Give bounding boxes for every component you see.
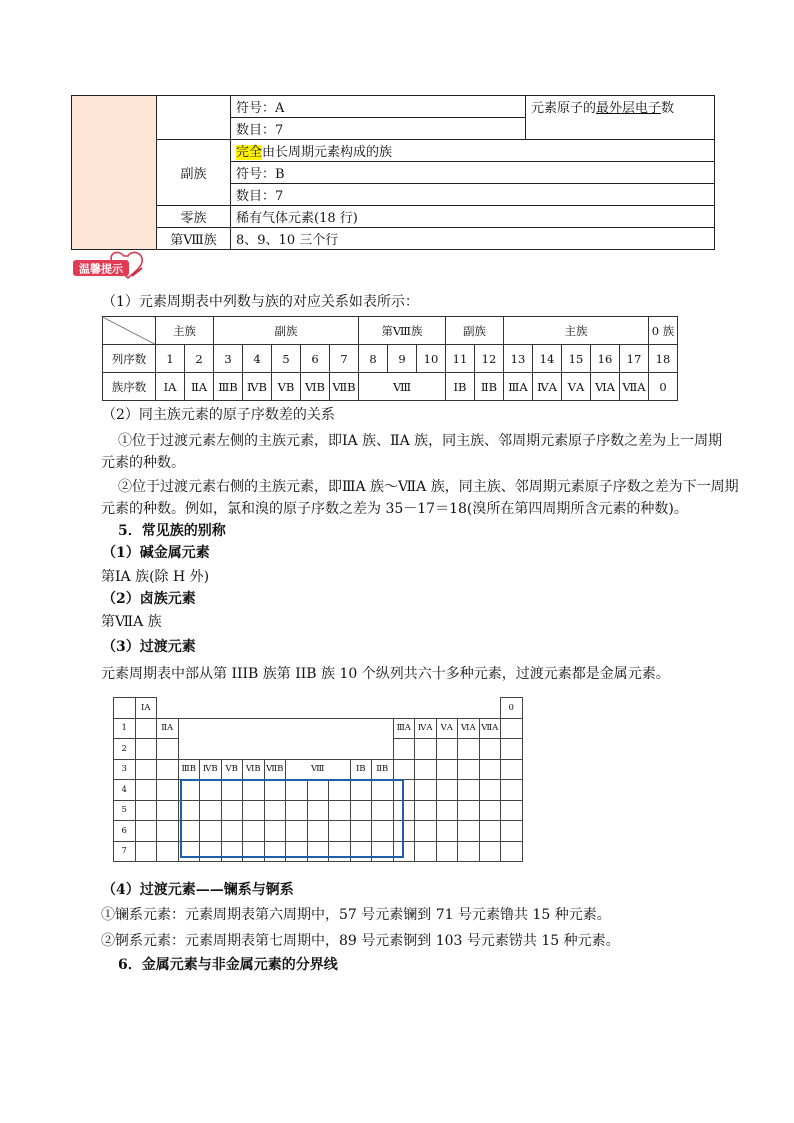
pt-element-cell — [157, 800, 179, 821]
pt-viib: ⅦB — [264, 759, 286, 780]
subgroup-symbol-cell: 符号：B — [231, 162, 715, 184]
pt-element-cell — [436, 780, 458, 801]
transition-block-outline — [180, 779, 404, 858]
groups-summary-table — [71, 95, 715, 250]
pt-element-cell — [436, 821, 458, 842]
diagonal-header-cell — [103, 317, 156, 345]
pt-corner — [114, 698, 136, 719]
pt-element-cell — [135, 780, 157, 801]
para1-line1: ①位于过渡元素左侧的主族元素，即ⅠA 族、ⅡA 族，同主族、邻周期元素原子序数之差为上一周期 — [118, 433, 723, 449]
col-num-cell: 5 — [272, 345, 301, 373]
col-num-cell: 9 — [388, 345, 417, 373]
para2-line2: 元素的种数。例如，氯和溴的原子序数之差为 35－17＝18(溴所在第四周期所含元素的种数)。 — [101, 501, 688, 517]
col-num-cell: 4 — [243, 345, 272, 373]
pt-element-cell — [135, 800, 157, 821]
pt-iia: ⅡA — [157, 718, 179, 739]
col-num-cell: 1 — [156, 345, 185, 373]
col-num-cell: 8 — [359, 345, 388, 373]
pt-period-1: 1 — [114, 718, 136, 739]
pt-element-cell — [479, 841, 501, 862]
pt-via: ⅥA — [458, 718, 480, 739]
pt-vb: ⅤB — [221, 759, 243, 780]
column-group-table — [102, 316, 678, 401]
main-count-cell: 数目：7 — [231, 118, 526, 140]
col-num-cell: 12 — [475, 345, 504, 373]
hdr-zero: 0 族 — [649, 317, 678, 345]
pt-period-6: 6 — [114, 821, 136, 842]
pt-element-cell — [479, 821, 501, 842]
pt-period-3: 3 — [114, 759, 136, 780]
badge-text: 温馨提示 — [79, 262, 123, 276]
outer-electron-cell: 元素原子的最外层电子数 — [526, 96, 715, 140]
group-cell: ⅣA — [533, 373, 562, 401]
pt-element-cell — [157, 821, 179, 842]
pt-element-cell — [415, 800, 437, 821]
pt-period-4: 4 — [114, 780, 136, 801]
pt-ia: ⅠA — [135, 698, 157, 719]
col-num-cell: 15 — [562, 345, 591, 373]
hdr-main-right: 主族 — [504, 317, 649, 345]
pt-iva: ⅣA — [415, 718, 437, 739]
blank-shaded-cell — [72, 96, 157, 250]
pt-element-cell — [501, 821, 523, 842]
pt-element-cell — [458, 800, 480, 821]
pt-element-cell — [415, 780, 437, 801]
s5-2-heading: （2）卤族元素 — [102, 591, 196, 607]
pt-ivb: ⅣB — [200, 759, 222, 780]
note-2: （2）同主族元素的原子序数差的关系 — [102, 407, 335, 423]
col-num-cell: 10 — [417, 345, 446, 373]
subgroup-cat-cell: 副族 — [157, 140, 231, 206]
pt-element-cell — [415, 841, 437, 862]
col-num-cell: 11 — [446, 345, 475, 373]
col-num-cell: 18 — [649, 345, 678, 373]
group-cell: ⅢB — [214, 373, 243, 401]
s5-1-text: 第ⅠA 族(除 H 外) — [101, 569, 210, 585]
pt-element-cell — [501, 780, 523, 801]
group-cell: ⅤA — [562, 373, 591, 401]
note-1: （1）元素周期表中列数与族的对应关系如表所示： — [102, 294, 419, 310]
pt-element-cell — [436, 800, 458, 821]
pt-element-cell — [135, 841, 157, 862]
s5-1-heading: （1）碱金属元素 — [102, 545, 210, 561]
pt-period-5: 5 — [114, 800, 136, 821]
group-viii-cell: Ⅷ — [359, 373, 446, 401]
col-num-cell: 7 — [330, 345, 359, 373]
zero-group-cat-cell: 零族 — [157, 206, 231, 228]
section-6-heading: 6．金属元素与非金属元素的分界线 — [118, 957, 338, 973]
pt-iiia: ⅢA — [393, 718, 415, 739]
s5-2-text: 第ⅦA 族 — [101, 614, 162, 630]
pt-ib: ⅠB — [350, 759, 372, 780]
zero-group-text-cell: 稀有气体元素(18 行) — [231, 206, 715, 228]
subgroup-desc-cell: 完全由长周期元素构成的族 — [231, 140, 715, 162]
group-viii-text-cell: 8、9、10 三个行 — [231, 228, 715, 250]
group-cell: ⅢA — [504, 373, 533, 401]
pt-element-cell — [157, 841, 179, 862]
pt-element-cell — [436, 841, 458, 862]
pt-element-cell — [458, 821, 480, 842]
main-symbol-cell: 符号：A — [231, 96, 526, 118]
group-cell: ⅣB — [243, 373, 272, 401]
pt-element-cell — [501, 841, 523, 862]
main-group-cat-cell — [157, 96, 231, 140]
pt-period-2: 2 — [114, 739, 136, 760]
hdr-viii: 第Ⅷ族 — [359, 317, 446, 345]
group-cell: ⅥB — [301, 373, 330, 401]
col-num-cell: 16 — [591, 345, 620, 373]
pt-viia: ⅦA — [479, 718, 501, 739]
s5-4-actinides: ②锕系元素：元素周期表第七周期中，89 号元素锕到 103 号元素铹共 15 种元素。 — [101, 933, 620, 949]
pt-iib: ⅡB — [372, 759, 394, 780]
group-cell: ⅤB — [272, 373, 301, 401]
subgroup-count-cell: 数目：7 — [231, 184, 715, 206]
row-label-grp: 族序数 — [103, 373, 156, 401]
pt-viii: Ⅷ — [286, 759, 351, 780]
col-num-cell: 2 — [185, 345, 214, 373]
group-viii-cat-cell: 第Ⅷ族 — [157, 228, 231, 250]
pt-element-cell — [458, 780, 480, 801]
pt-period-7: 7 — [114, 841, 136, 862]
col-num-cell: 3 — [214, 345, 243, 373]
col-num-cell: 13 — [504, 345, 533, 373]
pt-zero: 0 — [501, 698, 523, 719]
group-cell: ⅦA — [620, 373, 649, 401]
s5-4-lanthanides: ①镧系元素：元素周期表第六周期中，57 号元素镧到 71 号元素镥共 15 种元素。 — [101, 907, 611, 923]
group-cell: ⅥA — [591, 373, 620, 401]
pt-iiib: ⅢB — [178, 759, 200, 780]
s5-3-heading: （3）过渡元素 — [102, 639, 196, 655]
col-num-cell: 14 — [533, 345, 562, 373]
pt-element-cell — [135, 821, 157, 842]
tip-badge — [72, 250, 144, 280]
pt-vib: ⅥB — [243, 759, 265, 780]
para2-line1: ②位于过渡元素右侧的主族元素，即ⅢA 族～ⅦA 族，同主族、邻周期元素原子序数之差为下一周期 — [118, 479, 739, 495]
group-cell: 0 — [649, 373, 678, 401]
pt-element-cell — [415, 821, 437, 842]
group-cell: ⅦB — [330, 373, 359, 401]
group-cell: ⅠB — [446, 373, 475, 401]
pt-element-cell — [479, 800, 501, 821]
para1-line2: 元素的种数。 — [101, 455, 185, 471]
group-cell: ⅠA — [156, 373, 185, 401]
hdr-sub-left: 副族 — [214, 317, 359, 345]
hdr-sub-right: 副族 — [446, 317, 504, 345]
pt-element-cell — [479, 780, 501, 801]
s5-3-text: 元素周期表中部从第 IIIB 族第 IIB 族 10 个纵列共六十多种元素，过渡元素都是金属元素。 — [101, 666, 670, 682]
pt-element-cell — [501, 800, 523, 821]
pt-element-cell — [157, 780, 179, 801]
col-num-cell: 6 — [301, 345, 330, 373]
hdr-main-left: 主族 — [156, 317, 214, 345]
section-5-heading: 5．常见族的别称 — [118, 523, 226, 539]
group-cell: ⅡA — [185, 373, 214, 401]
pt-va: ⅤA — [436, 718, 458, 739]
row-label-col: 列序数 — [103, 345, 156, 373]
pt-element-cell — [458, 841, 480, 862]
col-num-cell: 17 — [620, 345, 649, 373]
s5-4-heading: （4）过渡元素——镧系与锕系 — [102, 882, 294, 898]
group-cell: ⅡB — [475, 373, 504, 401]
